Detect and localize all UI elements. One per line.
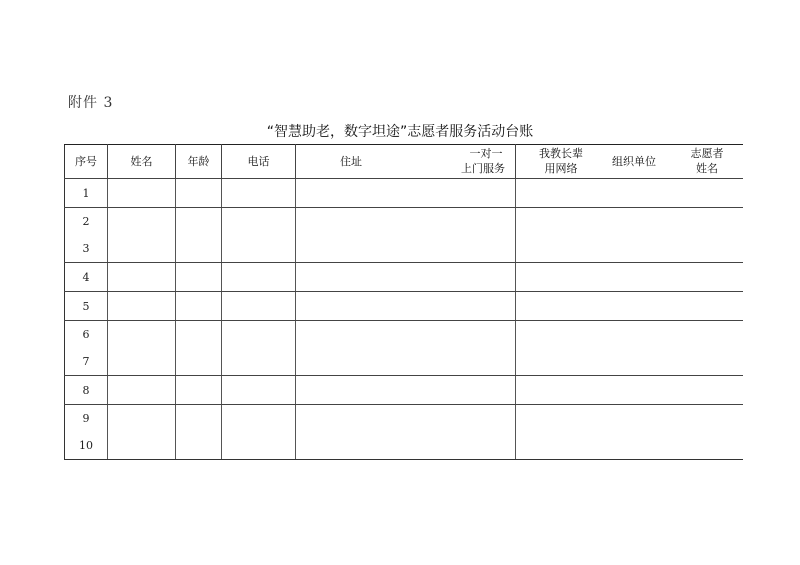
address-cell[interactable]	[296, 405, 516, 460]
rest-cell[interactable]	[516, 292, 743, 321]
age-cell[interactable]	[176, 321, 222, 376]
header-network-org-volunteer	[516, 145, 743, 179]
phone-cell[interactable]	[222, 263, 296, 292]
name-cell[interactable]	[108, 405, 176, 460]
rest-cell[interactable]	[516, 208, 743, 263]
seq-cell: 9 10	[65, 405, 108, 460]
page-title: “智慧助老，数字坦途”志愿者服务活动台账	[266, 124, 534, 140]
seq-cell: 8	[65, 376, 108, 405]
phone-cell[interactable]	[222, 292, 296, 321]
name-cell[interactable]	[108, 292, 176, 321]
seq-cell: 4	[65, 263, 108, 292]
age-cell[interactable]	[176, 208, 222, 263]
table-row	[65, 263, 743, 292]
address-cell[interactable]	[296, 179, 516, 208]
age-cell[interactable]	[176, 179, 222, 208]
table-row	[65, 292, 743, 321]
age-cell[interactable]	[176, 376, 222, 405]
table-row	[65, 179, 743, 208]
phone-cell[interactable]	[222, 179, 296, 208]
header-name: 姓名	[108, 145, 176, 179]
name-cell[interactable]	[108, 321, 176, 376]
phone-cell[interactable]	[222, 321, 296, 376]
rest-cell[interactable]	[516, 263, 743, 292]
header-network-line1: 我教长辈	[539, 147, 583, 160]
header-org: 组织单位	[612, 155, 656, 168]
header-network-line2: 用网络	[544, 162, 578, 175]
header-volunteer-line1: 志愿者	[690, 147, 724, 160]
rest-cell[interactable]	[516, 179, 743, 208]
seq-cell: 1	[65, 179, 108, 208]
name-cell[interactable]	[108, 179, 176, 208]
seq-cell: 6 7	[65, 321, 108, 376]
age-cell[interactable]	[176, 263, 222, 292]
header-address: 住址	[340, 155, 362, 168]
table-row	[65, 208, 743, 263]
header-row	[65, 145, 743, 179]
header-age: 年龄	[176, 145, 222, 179]
table-row	[65, 405, 743, 460]
header-address-visit	[296, 145, 516, 179]
name-cell[interactable]	[108, 208, 176, 263]
rest-cell[interactable]	[516, 405, 743, 460]
name-cell[interactable]	[108, 263, 176, 292]
service-ledger-table	[64, 144, 743, 460]
name-cell[interactable]	[108, 376, 176, 405]
table-row	[65, 321, 743, 376]
age-cell[interactable]	[176, 292, 222, 321]
header-volunteer-line2: 姓名	[696, 162, 718, 175]
phone-cell[interactable]	[222, 376, 296, 405]
header-phone: 电话	[222, 145, 296, 179]
phone-cell[interactable]	[222, 405, 296, 460]
attachment-label: 附件 3	[68, 95, 114, 111]
rest-cell[interactable]	[516, 376, 743, 405]
seq-cell: 2 3	[65, 208, 108, 263]
phone-cell[interactable]	[222, 208, 296, 263]
address-cell[interactable]	[296, 208, 516, 263]
age-cell[interactable]	[176, 405, 222, 460]
address-cell[interactable]	[296, 292, 516, 321]
address-cell[interactable]	[296, 263, 516, 292]
header-seq: 序号	[65, 145, 108, 179]
address-cell[interactable]	[296, 376, 516, 405]
header-visit-line2: 上门服务	[461, 162, 505, 175]
seq-cell: 5	[65, 292, 108, 321]
address-cell[interactable]	[296, 321, 516, 376]
rest-cell[interactable]	[516, 321, 743, 376]
header-visit-line1: 一对一	[469, 147, 503, 160]
table-row	[65, 376, 743, 405]
